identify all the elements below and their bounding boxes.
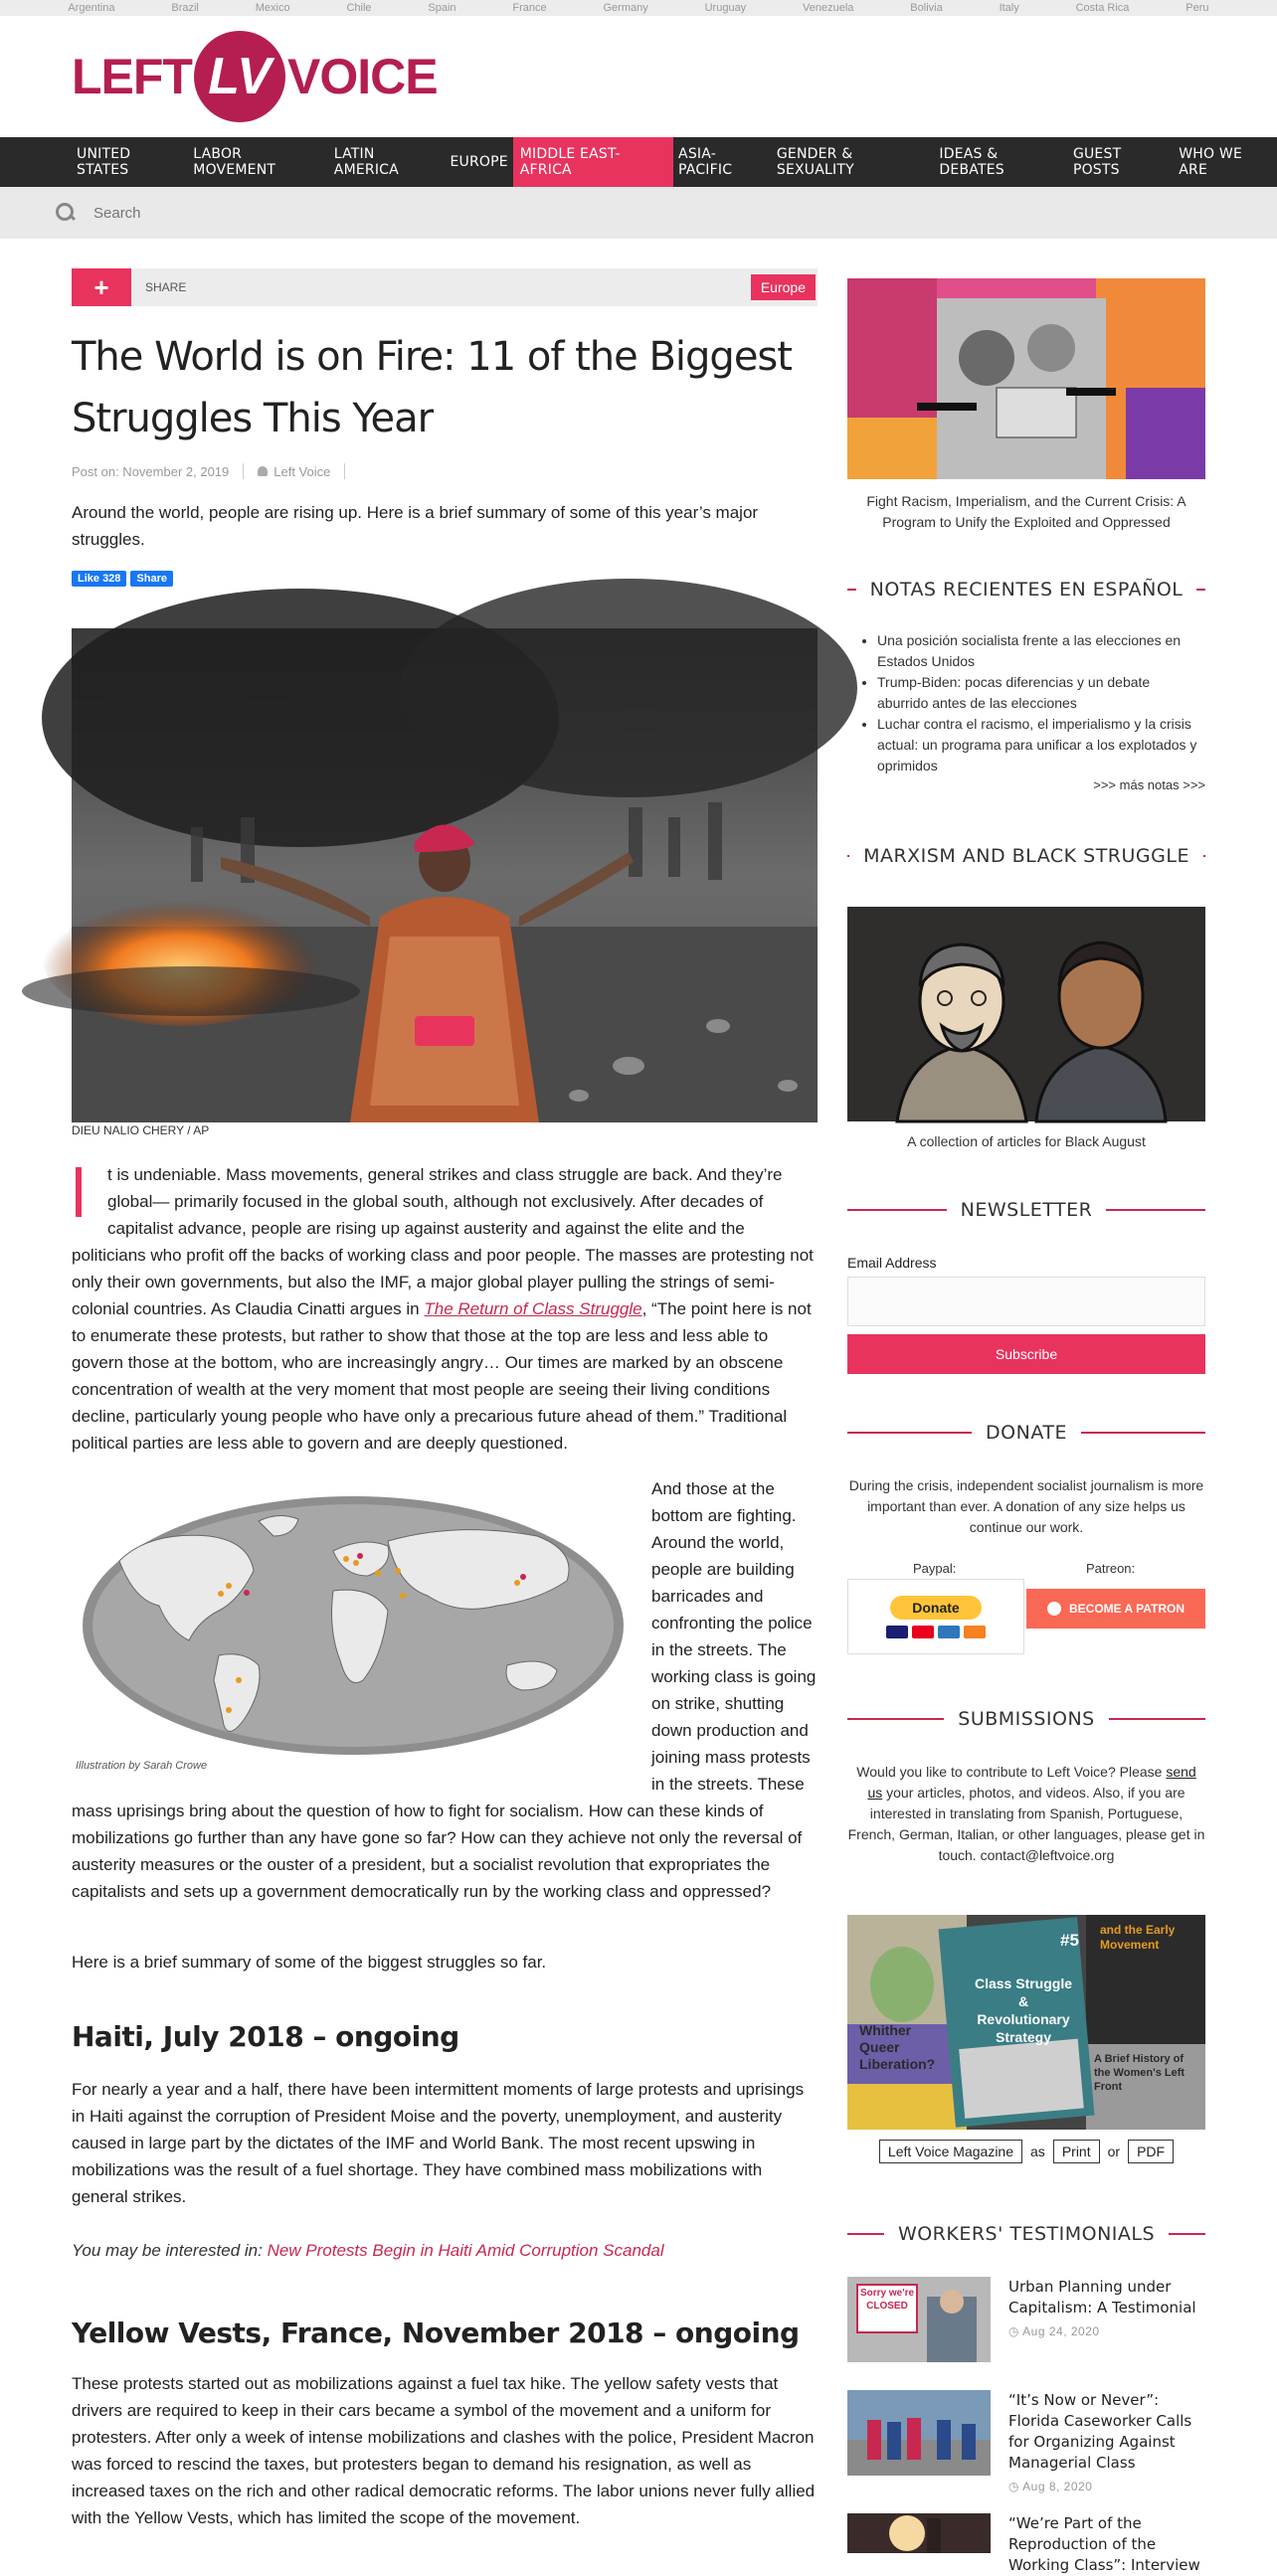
magazine-left-title: Whither Queer Liberation? [859,2022,936,2072]
mastercard-icon [912,1626,934,1638]
heading-bold: Yellow Vests, France, [72,2317,393,2349]
closed-sign-text: Sorry we're CLOSED [859,2288,915,2312]
heading-rule [1196,589,1205,591]
country-link[interactable]: Italy [999,2,1019,14]
heading-rule [847,2233,884,2235]
heading-text: MARXISM AND BLACK STRUGGLE [863,845,1189,867]
testimonial-photo [847,2513,991,2553]
country-link[interactable]: Mexico [255,2,290,14]
magazine-covers-image[interactable] [847,1915,1205,2130]
article-title: The World is on Fire: 11 of the Biggest Struggles This Year [72,334,792,441]
post-date: Post on: November 2, 2019 [72,463,230,479]
country-link[interactable]: Bolivia [910,2,943,14]
heading-rule [1081,1432,1205,1434]
share-label: SHARE [145,280,187,294]
paragraph-text: t is undeniable. Mass movements, general strikes and class struggle are back. And they’re global— primarily focused in the global south, although not exclusively. After decades of capitalist advance, people are rising up against austerity and against the elite and the politicians who profit off the backs of working class and poor people. The masses are protesting not only their own governments, but also the IMF, a major global player pulling the strings of semi-colonial countries. As Claudia Cinatti argues in [72,1165,814,1318]
magazine-cover-title: Class Struggle & Revolutionary Strategy [974,1975,1073,2045]
logo-mark: LV [194,31,285,122]
notas-item[interactable]: • Trump-Biden: pocas diferencias y un debate aburrido antes de las elecciones [877,672,1203,714]
user-icon [258,466,268,476]
hero-caption: DIEU NALIO CHERY / AP [72,1123,210,1137]
magazine-right-top-title: and the Early Movement [1100,1923,1176,1952]
heading-rule [847,1432,972,1434]
heading-rule [847,1718,944,1720]
testimonial-date [1008,2324,1205,2338]
site-logo[interactable] [72,28,438,125]
testimonial-item[interactable] [847,2390,1205,2493]
world-map-illustration [80,1491,627,1780]
search-input[interactable] [93,205,491,222]
magazine-link[interactable]: Left Voice Magazine [879,2140,1022,2163]
testimonial-title[interactable]: “We’re Part of the Reproduction of the Working Class”: Interview [1008,2514,1200,2574]
heading-rest: November 2018 – ongoing [392,2317,800,2349]
black-august-caption[interactable]: A collection of articles for Black August [907,1133,1146,1149]
nav-item[interactable]: UNITED STATES [77,146,131,178]
heading-bold: Haiti, [72,2020,154,2053]
author[interactable] [258,464,330,479]
heading-rest: July 2018 – ongoing [153,2020,459,2053]
heading-rule [847,1209,947,1211]
testimonial-thumbnail [847,2277,991,2362]
program-promo-image[interactable] [847,278,1205,479]
testimonial-title[interactable]: “It’s Now or Never”: Florida Caseworker Calls for Organizing Against Managerial Class [1008,2391,1192,2472]
related-link-line [72,2241,664,2261]
testimonial-thumbnail [847,2390,991,2476]
program-promo-caption[interactable]: Fight Racism, Imperialism, and the Current Crisis: A Program to Unify the Exploited and Oppressed [866,493,1186,530]
country-link[interactable]: Uruguay [704,2,747,14]
country-link[interactable]: Spain [428,2,456,14]
heading-rule [1106,1209,1205,1211]
pdf-link[interactable]: PDF [1128,2140,1174,2163]
map-caption: Illustration by Sarah Crowe [76,1760,208,1772]
article-meta [72,463,345,479]
inline-link-return-of-class-struggle[interactable]: The Return of Class Struggle [424,1299,642,1318]
nav-item[interactable]: MIDDLE EAST-AFRICA [513,137,673,187]
notas-list [865,630,1203,776]
article-paragraph [72,1161,818,1457]
testimonial-date-text: Aug 8, 2020 [1022,2480,1093,2493]
dropcap-bar [76,1167,82,1217]
country-link[interactable]: Brazil [171,2,199,14]
mbs-heading [847,845,1205,867]
related-label: You may be interested in: [72,2241,268,2260]
two-portraits-illustration [847,907,1205,1121]
article-paragraph: And those at the bottom are fighting. Around the world, people are building barricades and confronting the police in the streets. The working class is going on strike, shutting down production and joining mass protests in the streets. These [651,1479,817,1794]
email-label: Email Address [847,1255,937,1271]
paypal-label: Paypal: [913,1561,957,1576]
donate-heading [847,1422,1205,1444]
black-august-image[interactable] [847,907,1205,1121]
testimonial-date [1008,2480,1205,2493]
notas-item[interactable]: • Luchar contra el racismo, el imperialismo y la crisis actual: un programa para unificar a los explotados y oprimidos [877,714,1203,776]
visa-icon [886,1626,908,1638]
donate-text: During the crisis, independent socialist journalism is more important than ever. A donation of any size helps us continue our work. [848,1477,1204,1535]
submissions-text-a: Would you like to contribute to Left Voice? Please [856,1764,1167,1780]
testimonial-item[interactable] [847,2277,1205,2362]
heading-text: SUBMISSIONS [958,1708,1095,1730]
card-logos [886,1626,986,1638]
clock-icon: ◷ [1008,2324,1023,2338]
nav-item[interactable]: IDEAS & DEBATES [939,146,1004,178]
clock-icon: ◷ [1008,2480,1023,2493]
testimonial-title[interactable]: Urban Planning under Capitalism: A Testimonial [1008,2278,1196,2317]
nav-item[interactable]: GENDER & SEXUALITY [776,146,854,178]
paypal-donate-widget [847,1579,1024,1654]
heading-rule [1169,2233,1205,2235]
submissions-text [847,1762,1205,1866]
share-plus-button[interactable]: + [72,268,131,306]
nav-item[interactable]: ASIA-PACIFIC [678,146,733,178]
testimonial-photo [847,2390,991,2476]
notas-item[interactable]: • Una posición socialista frente a las elecciones en Estados Unidos [877,630,1203,672]
fb-like-button[interactable]: Like 328 [72,571,126,587]
country-link[interactable]: Venezuela [803,2,854,14]
testimonial-item[interactable] [847,2513,1205,2576]
world-map-svg [80,1491,627,1760]
hero-photo-illustration [72,628,818,1122]
country-link[interactable]: Germany [603,2,648,14]
magazine-issue-number: #5 [1060,1931,1079,1950]
testimonial-date-text: Aug 24, 2020 [1022,2324,1100,2338]
promo-collage [847,278,1205,479]
fb-share-button[interactable]: Share [130,571,173,587]
article-paragraph: For nearly a year and a half, there have been intermittent moments of large protests and uprisings in Haiti against the corruption of President Moise and the poverty, unemployment, and austerity caused in large part by the dictates of the IMF and World Bank. The most recent upswing in mobilizations was the result of a fuel shortage. They have combined mass mobilizations with general strikes. [72,2080,805,2206]
article-paragraph: These protests started out as mobilizations against a fuel tax hike. The yellow safety vests that drivers are required to keep in their cars became a symbol of the movement and a uniform for protesters. After only a week of intense mobilizations and clashes with the police, President Macron was forced to rescind the taxes, but protesters began to demand his resignation, as well as increased taxes on the rich and other radical democratic reforms. The labor unions never fully allied with the Yellow Vests, which has limited the scope of the movement. [72,2374,816,2527]
send-us-link[interactable]: send us [867,1764,1196,1801]
paragraph-text: , “The point here is not to enumerate these protests, but rather to show that those at the top are less and less able to govern those at the bottom, who are increasingly angry… Our times are marked by an obscene concentration of wealth at the very moment that most people are seeing their living conditions decline, particularly young people who have only a precarious future ahead of them.” Traditional political parties are less able to govern and are deeply questioned. [72,1299,812,1453]
heading-text: NEWSLETTER [960,1199,1093,1221]
magazine-links [847,2140,1205,2163]
patreon-label: Patreon: [1086,1561,1136,1576]
subscribe-button[interactable]: Subscribe [847,1334,1205,1374]
newsletter-heading [847,1199,1205,1221]
hero-photo [72,628,818,1122]
heading-text: NOTAS RECIENTES EN ESPAÑOL [869,579,1184,601]
submissions-text-b: your articles, photos, and videos. Also, if you are interested in translating from Spanish, Portuguese, French, German, Italian, or other languages, please get in touch. contact@leftvoice.org [847,1785,1205,1863]
patreon-button-label: BECOME A PATRON [1069,1602,1185,1616]
mas-notas-link[interactable]: >>> más notas >>> [1093,777,1205,792]
as-text: as [1030,2144,1045,2159]
category-badge[interactable]: Europe [751,274,816,300]
paypal-donate-button[interactable]: Donate [890,1596,981,1620]
magazine-right-bottom-title: A Brief History of the Women's Left Front [1094,2053,1186,2093]
heading-rule [1109,1718,1205,1720]
testimonial-thumbnail [847,2513,991,2553]
email-field[interactable] [847,1277,1205,1326]
heading-text: WORKERS' TESTIMONIALS [897,2223,1156,2245]
main-nav [0,137,1277,187]
heading-text: DONATE [986,1422,1067,1444]
testimonials-heading [847,2223,1205,2245]
country-bar [0,0,1277,16]
article-paragraph: Here is a brief summary of some of the biggest struggles so far. [72,1953,547,1972]
country-link[interactable]: Costa Rica [1075,2,1130,14]
notas-heading [847,579,1205,601]
article-paragraph: mass uprisings bring about the question of how to fight for socialism. How can these kinds of mobilizations go further than any have gone so far? How can they achieve not only the reversal of austerity measures or the ouster of a president, but a socialist revolution that expropriates the capitalists and sets up a government democratically run by the working class and oppressed? [72,1802,803,1901]
search-bar [0,187,1277,239]
author-name: Left Voice [274,463,331,479]
article-lede: Around the world, people are rising up. Here is a brief summary of some of this year’s major struggles. [72,503,759,549]
meta-divider [243,463,244,479]
amex-icon [938,1626,960,1638]
heading-rule [1203,855,1205,857]
facebook-buttons [72,571,173,587]
print-link[interactable]: Print [1053,2140,1100,2163]
logo-right-word: VOICE [286,49,438,104]
section-heading-yellow-vests [72,2317,800,2349]
or-text: or [1107,2144,1121,2159]
country-link[interactable]: Peru [1186,2,1209,14]
nav-item[interactable]: LATIN AMERICA [333,146,399,178]
country-link[interactable]: Argentina [68,2,115,14]
related-link[interactable]: New Protests Begin in Haiti Amid Corruption Scandal [267,2241,664,2260]
share-row [72,268,818,306]
section-heading-haiti [72,2020,459,2053]
nav-item[interactable]: EUROPE [450,154,508,170]
country-link[interactable]: France [512,2,547,14]
logo-left-word: LEFT [72,49,192,104]
meta-divider [344,463,345,479]
nav-item[interactable]: GUEST POSTS [1072,146,1122,178]
nav-item[interactable]: LABOR MOVEMENT [193,146,276,178]
heading-rule [847,855,849,857]
country-link[interactable]: Chile [346,2,372,14]
nav-item[interactable]: WHO WE ARE [1179,146,1242,178]
submissions-heading [847,1708,1205,1730]
search-icon[interactable] [56,203,76,223]
heading-rule [847,589,856,591]
discover-icon [964,1626,986,1638]
patreon-button[interactable] [1026,1589,1205,1629]
patreon-icon [1047,1602,1061,1616]
